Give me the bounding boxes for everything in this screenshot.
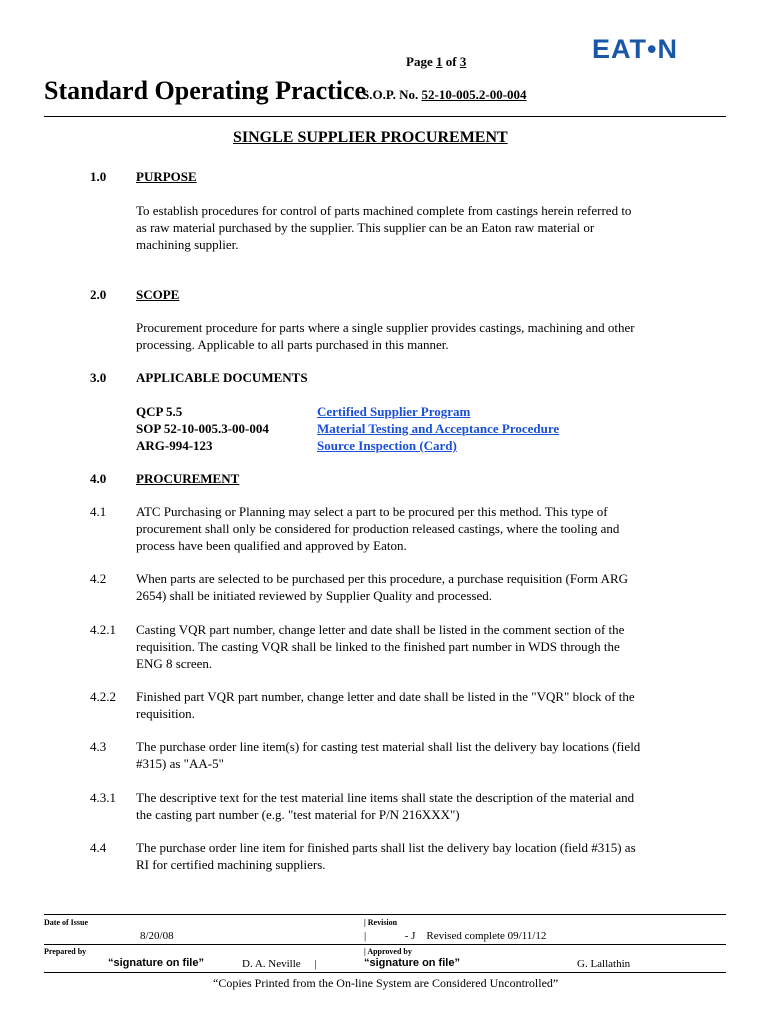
doc-code: ARG-994-123 <box>136 438 213 453</box>
prepared-by-label: Prepared by <box>44 947 87 956</box>
doc-code: SOP 52-10-005.3-00-004 <box>136 421 269 436</box>
approved-by-label: | Approved by <box>364 947 412 956</box>
approved-name: G. Lallathin <box>577 958 631 970</box>
section-1-title: PURPOSE <box>136 169 197 184</box>
para-4-2-text: When parts are selected to be purchased per this procedure, a purchase requisition (Form ARG 2654) shall be initiated reviewed by Supplier Quality and processed. <box>136 571 629 603</box>
para-4-3-1-text: The descriptive text for the test material line items shall state the description of the material and the casting part number (e.g. "test material for P/N 216XXX") <box>136 790 635 822</box>
para-4-1-text: ATC Purchasing or Planning may select a part to be procured per this method. This type of procurement shall only be considered for production released castings, where the tooling and process have been qualified and approved by Eaton. <box>136 504 620 553</box>
section-3-number: 3.0 <box>90 370 107 385</box>
revision-label: | Revision <box>364 918 398 927</box>
para-4-4-number: 4.4 <box>90 840 107 855</box>
date-of-issue-value: 8/20/08 <box>140 930 174 942</box>
link-material-testing-procedure[interactable]: Material Testing and Acceptance Procedure <box>317 421 560 436</box>
section-1-text: To establish procedures for control of parts machined complete from castings herein referred to as raw material purchased by the supplier. This supplier can be an Eaton raw material or machining supplier. <box>136 203 632 252</box>
doc-code: QCP 5.5 <box>136 404 183 419</box>
document-title: SINGLE SUPPLIER PROCUREMENT <box>233 129 508 146</box>
section-1-number: 1.0 <box>90 169 107 184</box>
header-rule <box>44 116 726 117</box>
revision-value: | - J Revised complete 09/11/12 <box>364 930 547 942</box>
prepared-signature: “signature on file” <box>108 957 204 969</box>
footer-rule-top <box>44 914 726 915</box>
para-4-3-number: 4.3 <box>90 739 107 754</box>
page-indicator: Page 1 of 3 <box>406 54 467 69</box>
para-4-2-number: 4.2 <box>90 571 107 586</box>
section-2-number: 2.0 <box>90 287 107 302</box>
para-4-2-1-text: Casting VQR part number, change letter and date shall be listed in the comment section of the requisition. The casting VQR shall be linked to the finished part number in WDS through the ENG 8 screen. <box>136 622 625 671</box>
sop-number: S.O.P. No. 52-10-005.2-00-004 <box>362 87 527 102</box>
copies-note: “Copies Printed from the On-line System are Considered Uncontrolled” <box>213 976 559 990</box>
para-4-3-1-number: 4.3.1 <box>90 790 116 805</box>
section-3-title: APPLICABLE DOCUMENTS <box>136 370 308 385</box>
document-links <box>317 403 559 454</box>
page-title: Standard Operating Practice <box>44 76 367 105</box>
link-certified-supplier-program[interactable]: Certified Supplier Program <box>317 404 471 419</box>
document-codes <box>136 403 269 454</box>
prepared-name: D. A. Neville | <box>242 958 317 970</box>
eaton-logo: EAT•N <box>592 34 678 64</box>
footer-rule-mid <box>44 944 726 945</box>
para-4-3-text: The purchase order line item(s) for casting test material shall list the delivery bay locations (field #315) as "AA-5" <box>136 739 641 771</box>
footer-rule-bottom <box>44 972 726 973</box>
para-4-2-1-number: 4.2.1 <box>90 622 116 637</box>
link-source-inspection-card[interactable]: Source Inspection (Card) <box>317 438 457 453</box>
approved-signature: “signature on file” <box>364 957 460 969</box>
section-2-title: SCOPE <box>136 287 180 302</box>
section-2-text: Procurement procedure for parts where a single supplier provides castings, machining and other processing. Applicable to all parts purchased in this manner. <box>136 320 635 352</box>
date-of-issue-label: Date of Issue <box>44 918 88 927</box>
para-4-1-number: 4.1 <box>90 504 107 519</box>
section-4-title: PROCUREMENT <box>136 471 240 486</box>
para-4-2-2-text: Finished part VQR part number, change letter and date shall be listed in the "VQR" block of the requisition. <box>136 689 635 721</box>
para-4-4-text: The purchase order line item for finished parts shall list the delivery bay location (field #315) as RI for certified machining suppliers. <box>136 840 636 872</box>
section-4-number: 4.0 <box>90 471 107 486</box>
para-4-2-2-number: 4.2.2 <box>90 689 116 704</box>
